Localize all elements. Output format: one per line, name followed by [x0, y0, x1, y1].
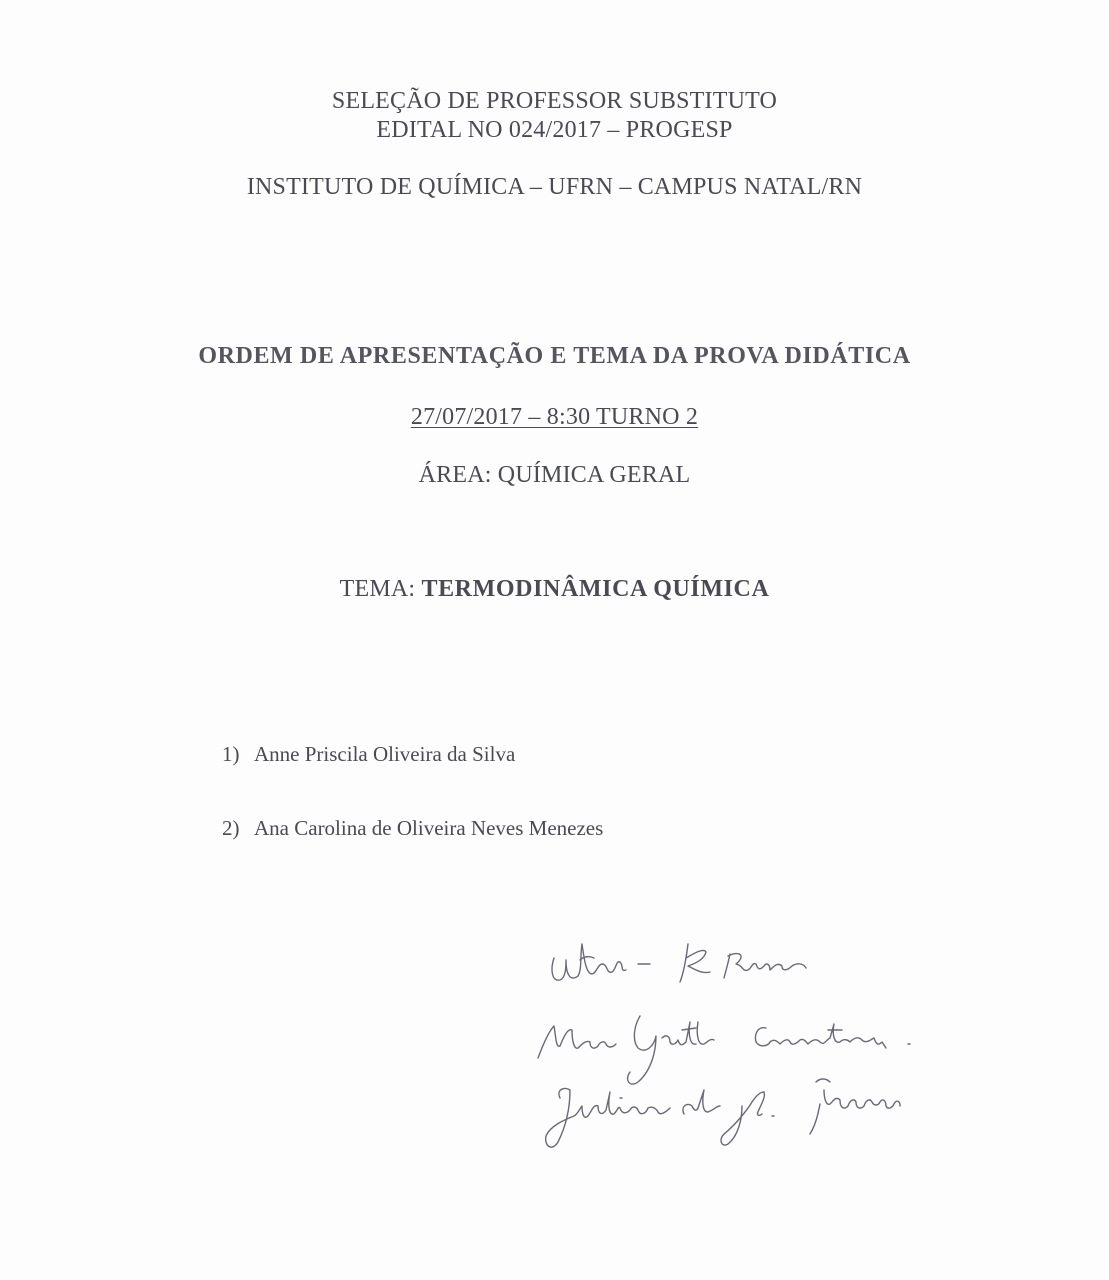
signatures-block — [520, 930, 940, 1160]
header-edital: EDITAL NO 024/2017 – PROGESP — [376, 117, 733, 143]
page-title: ORDEM DE APRESENTAÇÃO E TEMA DA PROVA DIDÁTICA — [198, 343, 911, 369]
list-item — [222, 742, 515, 767]
signature-1 — [552, 944, 806, 982]
header-selection-title: SELEÇÃO DE PROFESSOR SUBSTITUTO — [331, 88, 778, 114]
list-item-number: 2) — [222, 816, 240, 840]
header-institute: INSTITUTO DE QUÍMICA – UFRN – CAMPUS NATAL/RN — [246, 174, 863, 200]
date-turn-text: 27/07/2017 – 8:30 TURNO 2 — [410, 404, 699, 430]
area-line: ÁREA: QUÍMICA GERAL — [418, 462, 691, 488]
date-turn-line — [0, 404, 1109, 431]
tema-value: TERMODINÂMICA QUÍMICA — [421, 576, 770, 602]
list-item-name: Anne Priscila Oliveira da Silva — [254, 742, 516, 766]
list-item-number: 1) — [222, 742, 240, 766]
signature-2 — [538, 1016, 910, 1084]
signature-3 — [546, 1079, 900, 1147]
list-item — [222, 816, 603, 841]
handwritten-signatures — [520, 930, 940, 1160]
tema-line — [0, 576, 1109, 603]
tema-label: TEMA: — [339, 576, 422, 602]
list-item-name: Ana Carolina de Oliveira Neves Menezes — [254, 816, 604, 840]
